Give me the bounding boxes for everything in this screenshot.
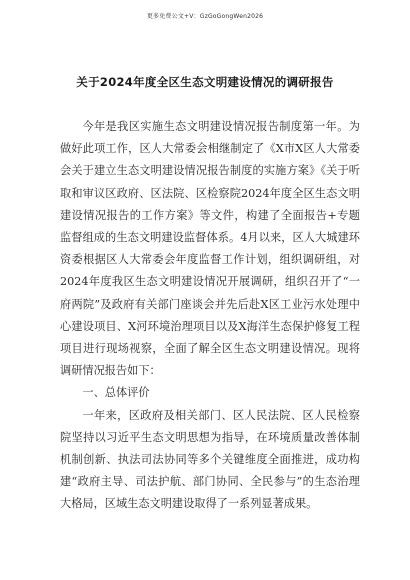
overall-paragraph: 一年来，区政府及相关部门、区人民法院、区人民检察院坚持以习近平生态文明思想为指导，在环境质量改善体制机制创新、执法司法协同等多个关键维度全面推进，成功构建“政府主导、司法护航、部门协同、全民参与”的生态治理大格局，区域生态文明建设取得了一系列显著成果。 <box>60 408 360 511</box>
intro-paragraph: 今年是我区实施生态文明建设情况报告制度第一年。为做好此项工作，区人大常委会相继制定了《X市X区人大常委会关于建立生态文明建设情况报告制度的实施方案》《关于听取和审议区政府、区法院、区检察院2024年度全区生态文明建设情况报告的工作方案》等文件，构建了全面报告+专题监督组成的生态文明建设监督体系。4月以来，区人大城建环资委根据区人大常委会年度监督工作计划，组织调研组，对2024年度我区生态文明建设情况开展调研，组织召开了“一府两院”及政府有关部门座谈会并先后赴X区工业污水处理中心建设项目、X河环境治理项目以及X海洋生态保护修复工程项目进行现场视察，全面了解全区生态文明建设情况。现将调研情况报告如下： <box>60 120 360 378</box>
document-title: 关于2024年度全区生态文明建设情况的调研报告 <box>76 75 334 89</box>
header-note: 更多免费公文+V：GzGoGongWen2026 <box>146 13 264 20</box>
document-body <box>60 116 360 516</box>
section-heading-overall: 一、总体评价 <box>82 386 150 400</box>
